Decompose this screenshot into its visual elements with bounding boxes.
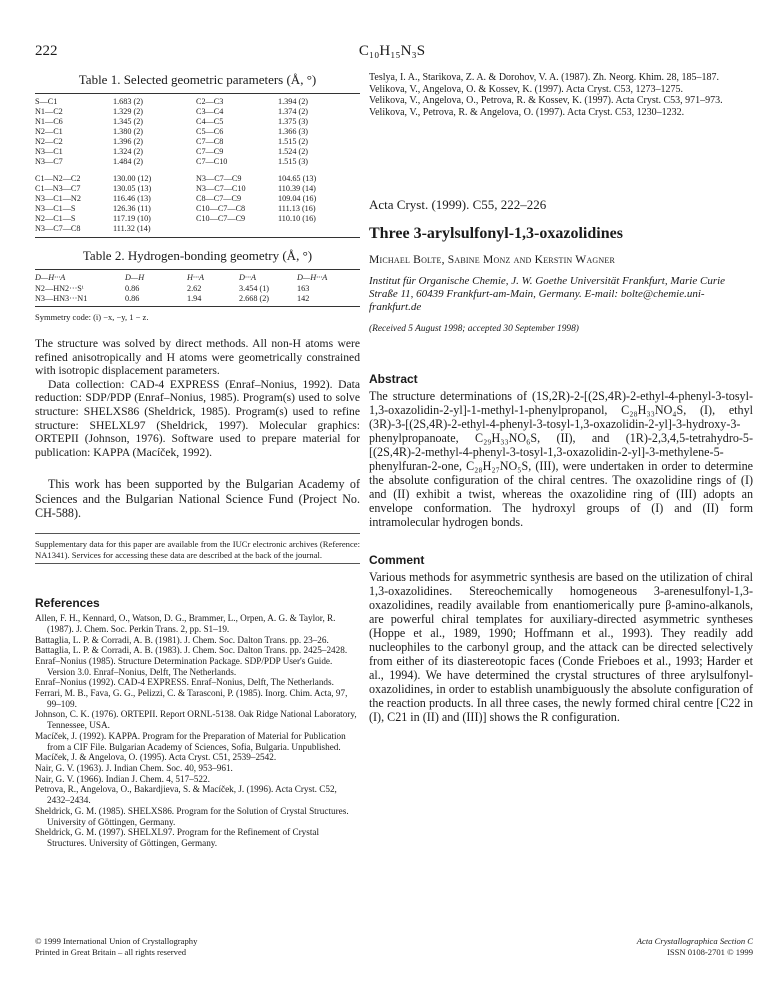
table2-col-dha: D—H···A [35,273,66,282]
table2-top-rule [35,269,360,270]
journal-citation: Acta Cryst. (1999). C55, 222–226 [369,197,547,213]
reference-entry: Ferrari, M. B., Fava, G. G., Pelizzi, C. & Tarasconi, P. (1985). Inorg. Chim. Acta, 97, 99–109. [35,688,348,709]
table2-cell: 0.86 [125,294,140,303]
continued-references [369,72,753,118]
table1-cell [196,224,278,234]
table1-top-rule [35,93,360,94]
table1-cell: C8—C7—C9 [196,194,242,203]
table1-cell: 1.524 (2) [278,147,309,156]
journal-section-line: Acta Crystallographica Section C [636,936,753,946]
reference-entry: Velikova, V., Petrova, R. & Angelova, O. (1997). Acta Cryst. C53, 1230–1232. [369,106,685,118]
reference-entry: Macíček, J. & Angelova, O. (1995). Acta Cryst. C51, 2539–2542. [35,752,277,763]
table2-cell: 2.668 (2) [239,294,270,303]
reference-entry: Battaglia, L. P. & Corradi, A. B. (1981). J. Chem. Soc. Dalton Trans. pp. 23–26. [35,634,329,645]
table1-cell: 1.394 (2) [278,97,309,106]
table2-cell: N3—HN3···N1 [35,294,88,303]
data-collection-paragraph: Data collection: CAD-4 EXPRESS (Enraf–Nonius, 1992). Data reduction: SDP/PDP (Enraf–Nonius, 1985). Program(s) used to solve structure: SHELXS86 (Sheldrick, 1985). Program(s) used to refine structure: SHELXL97 (Sheldrick, 1997). Molecular graphics: ORTEPII (Johnson, 1976). Software used to prepare material for publication: KAPPA (Macíček, 1992). [35,377,360,459]
table1-row [35,204,360,214]
table1-cell: C2—C3 [196,97,224,106]
table2 [35,273,360,304]
table2-cell: 163 [297,284,310,293]
table1-cell: N3—C7—C8 [35,224,81,233]
table2-row [35,284,360,294]
reference-entry: Velikova, V., Angelova, O., Petrova, R. & Kossev, K. (1997). Acta Cryst. C53, 971–973. [369,95,723,107]
table1-cell: 1.396 (2) [113,137,144,146]
reference-entry: Nair, G. V. (1963). J. Indian Chem. Soc. 40, 953–961. [35,762,233,773]
article-title: Three 3-arylsulfonyl-1,3-oxazolidines [369,225,623,243]
left-column [35,72,360,849]
table1-cell: C7—C9 [196,147,224,156]
table2-row [35,294,360,304]
table1-row [35,214,360,224]
reference-entry: Sheldrick, G. M. (1985). SHELXS86. Program for the Solution of Crystal Structures. University of Göttingen, Germany. [35,805,349,827]
table1-row [35,127,360,137]
table1-cell: 1.683 (2) [113,97,144,106]
table1-cell: N2—C1 [35,127,63,136]
table1-angles [35,174,360,234]
copyright-line: © 1999 International Union of Crystallography [35,936,198,946]
table2-col-ha: H···A [187,273,205,282]
reference-entry: Enraf–Nonius (1992). CAD-4 EXPRESS. Enraf–Nonius, Delft, The Netherlands. [35,677,334,688]
table1-row [35,157,360,167]
table1-cell: N3—C7—C10 [196,184,246,193]
table1-cell: 111.13 (16) [278,204,316,213]
supplementary-bottom-rule [35,563,360,564]
table1-cell: N2—C2 [35,137,63,146]
table1-cell: C1—N3—C7 [35,184,81,193]
table1-cell: 1.324 (2) [113,147,144,156]
acknowledgement: This work has been supported by the Bulgarian Academy of Sciences and the Bulgarian National Science Fund (Project No. CH-588). [35,477,360,520]
table2-cell: 142 [297,294,310,303]
table1 [35,97,360,167]
references-list [35,613,360,848]
table1-cell [278,224,360,234]
reference-entry: Teslya, I. A., Starikova, Z. A. & Dorohov, V. A. (1987). Zh. Neorg. Khim. 28, 185–187. [369,72,720,83]
comment-text: Various methods for asymmetric synthesis are based on the utilization of chiral 1,3-oxazolidines. Stereochemically homogeneous 3-arenesulfonyl-1,3-oxazolidines, readily available from enantiomerically pure β-amino-alkanols, are powerful chiral templates for auxiliary-directed asymmetric syntheses (Hoppe et al., 1989, 1990; Hoffmann et al., 1993). They readily add nucleophiles to the carbonyl group, and the attack can be directed selectively from either of its diastereotopic faces (Conde Frieboes et al., 1993; Harder et al., 1994). We have determined the crystal structures of three arylsulfonyl-oxazolidines, in order to establish unambiguously the absolute configuration of the reaction products. In all three cases, the newly formed chiral centre [C22 in (I), C21 in (II) and (III)] shows the R configuration. [369,570,753,725]
table1-row [35,147,360,157]
authors: Michael Bolte, Sabine Monz and Kerstin Wagner [369,253,615,267]
reference-entry: Petrova, R., Angelova, O., Bakardjieva, S. & Macíček, J. (1996). Acta Cryst. C52, 2432–2434. [35,784,337,806]
reference-entry: Velikova, V., Angelova, O. & Kossev, K. (1997). Acta Cryst. C53, 1273–1275. [369,83,683,95]
comment-heading: Comment [369,553,425,568]
reference-entry: Sheldrick, G. M. (1997). SHELXL97. Program for the Refinement of Crystal Structures. University of Göttingen, Germany. [35,827,319,848]
table1-cell: C10—C7—C9 [196,214,246,223]
affiliation: Institut für Organische Chemie, J. W. Goethe Universität Frankfurt, Marie Curie Straße 11, 60439 Frankfurt-am-Main, Germany. E-mail: bolte@chemie.uni-frankfurt.de [369,275,726,314]
table1-cell: 116.46 (13) [113,194,151,203]
table1-cell: N1—C6 [35,117,63,126]
table1-cell: 117.19 (10) [113,214,151,223]
table1-cell: 130.05 (13) [113,184,152,193]
received-date: (Received 5 August 1998; accepted 30 September 1998) [369,324,579,335]
right-column [369,72,753,724]
table1-cell: 1.374 (2) [278,107,309,116]
table1-cell: C5—C6 [196,127,224,136]
table1-row [35,194,360,204]
table1-cell: 104.65 (13) [278,174,317,183]
experimental-paragraph: The structure was solved by direct methods. All non-H atoms were refined anisotropically and H atoms were geometrically constrained with isotropic displacement parameters. [35,337,360,378]
reference-entry: Allen, F. H., Kennard, O., Watson, D. G., Brammer, L., Orpen, A. G. & Taylor, R. (1987). J. Chem. Soc. Perkin Trans. 2, pp. S1–19. [35,613,336,634]
table1-cell: 1.515 (3) [278,157,309,166]
table1-cell: N1—C2 [35,107,63,116]
symmetry-code: Symmetry code: (i) −x, −y, 1 − z. [35,312,149,322]
table2-cell: 0.86 [125,284,140,293]
table1-cell: 130.00 (12) [113,174,152,183]
reference-entry: Battaglia, L. P. & Corradi, A. B. (1983). J. Chem. Soc. Dalton Trans. pp. 2425–2428. [35,645,348,656]
table1-cell: N3—C1—N2 [35,194,81,203]
references-heading: References [35,596,100,611]
table1-cell: 1.515 (2) [278,137,309,146]
printed-line: Printed in Great Britain – all rights reserved [35,947,187,957]
table2-cell: N2—HN2···Sⁱ [35,284,84,293]
table1-cell: N3—C1—S [35,204,76,213]
reference-entry: Enraf–Nonius (1985). Structure Determination Package. SDP/PDP User's Guide. Version 3.0. Enraf–Nonius, Delft, The Netherlands. [35,655,333,677]
table2-col-angle: D—H···A [297,273,328,282]
table1-cell: 126.36 (11) [113,204,151,213]
table1-row [35,97,360,107]
issn-line: ISSN 0108-2701 © 1999 [666,947,753,957]
table1-cell: S—C1 [35,97,58,106]
table1-row [35,107,360,117]
table1-cell: C7—C8 [196,137,224,146]
table1-cell: 1.484 (2) [113,157,144,166]
table1-cell: 110.10 (16) [278,214,316,223]
table1-cell: N3—C1 [35,147,63,156]
running-head-formula: C₁₀H₁₅N₃S [358,43,426,59]
reference-entry: Johnson, C. K. (1976). ORTEPII. Report ORNL-5138. Oak Ridge National Laboratory, Tennessee, USA. [35,709,357,731]
page-number: 222 [35,43,58,59]
table1-cell: C3—C4 [196,107,224,116]
abstract-heading: Abstract [369,372,418,387]
copyright-footer [35,936,197,958]
table1-cell: 1.345 (2) [113,117,144,126]
table2-col-dh: D—H [125,273,145,282]
table1-row [35,174,360,184]
table1-cell: 1.329 (2) [113,107,144,116]
table1-title: Table 1. Selected geometric parameters (Å, °) [78,72,317,87]
table1-cell: 1.366 (3) [278,127,309,136]
table1-cell: C7—C10 [196,157,228,166]
table1-cell: 110.39 (14) [278,184,316,193]
table1-row [35,117,360,127]
journal-footer [637,936,753,958]
table1-cell: 1.375 (3) [278,117,309,126]
table2-title: Table 2. Hydrogen-bonding geometry (Å, °) [82,248,313,263]
table1-cell: 111.32 (14) [113,224,151,233]
supplementary-note: Supplementary data for this paper are available from the IUCr electronic archives (Reference: NA1341). Services for accessing these data are described at the back of the journal. [35,538,360,560]
table2-col-da: D···A [239,273,257,282]
table1-row [35,224,360,234]
table1-cell: C4—C5 [196,117,224,126]
table1-cell: C1—N2—C2 [35,174,81,183]
table1-row [35,184,360,194]
reference-entry: Nair, G. V. (1966). Indian J. Chem. 4, 517–522. [35,773,210,784]
table1-cell: 109.04 (16) [278,194,317,203]
table1-bottom-rule [35,237,360,238]
reference-entry: Macíček, J. (1992). KAPPA. Program for the Preparation of Material for Publication from a CIF File. Bulgarian Academy of Sciences, Sofia, Bulgaria. Unpublished. [35,730,346,752]
table1-cell: N2—C1—S [35,214,76,223]
table2-cell: 1.94 [187,294,202,303]
table1-row [35,137,360,147]
table2-bottom-rule [35,306,360,307]
table1-cell: N3—C7 [35,157,63,166]
abstract-text: The structure determinations of (1S,2R)-2-[(2S,4R)-2-ethyl-4-phenyl-3-tosyl-1,3-oxazolidin-2-yl]-1-methyl-1-phenylpropanol, C₂₈H₃₃NO₄S, (I), ethyl (3R)-3-[(2S,4R)-2-ethyl-4-phenyl-3-tosyl-1,3-oxazolidin-2-yl]-3-hydroxy-3-phenylpropanoate, C₂₉H₃₃NO₆S, (II), and (1R)-2,3,4,5-tetrahydro-5-[(2S,4R)-2-methyl-4-phenyl-3-tosyl-1,3-oxazolidin-2-yl]-3-methylene-5-phenylfuran-2-one, C₂₈H₂₇NO₅S, (III), were undertaken in order to determine the absolute configuration of the chiral centres. The oxazolidine rings of (I) and (II) exhibit a twist, whereas the oxazolidine ring of (III) adopts an envelope conformation. The hydroxyl groups of (I) and (II) form intramolecular hydrogen bonds. [369,389,753,530]
table1-cell: 1.380 (2) [113,127,144,136]
table1-cell: C10—C7—C8 [196,204,246,213]
table1-cell: N3—C7—C9 [196,174,242,183]
table2-cell: 3.454 (1) [239,284,270,293]
table2-cell: 2.62 [187,284,202,293]
